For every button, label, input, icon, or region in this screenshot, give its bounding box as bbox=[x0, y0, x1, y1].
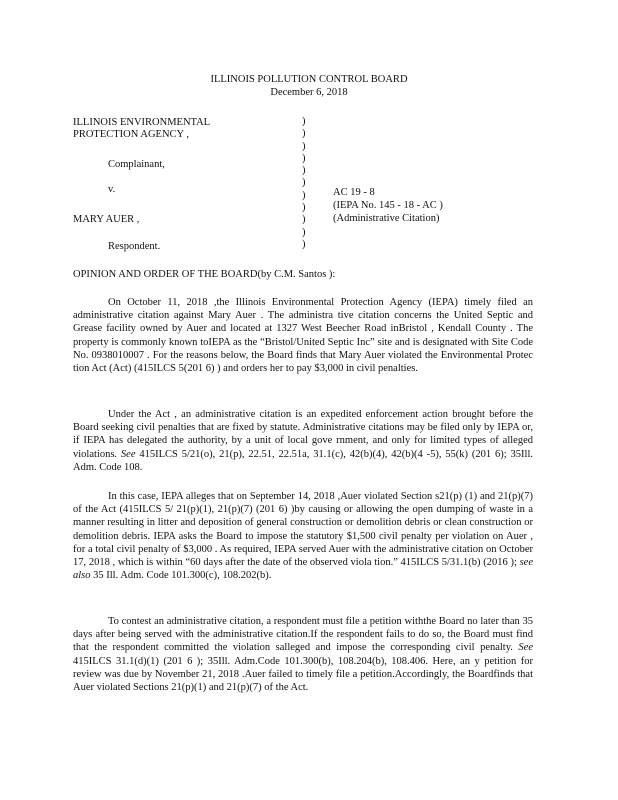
paragraph-3-see-also-signal: see also bbox=[73, 557, 534, 582]
caption-paren-column bbox=[302, 116, 312, 251]
paren-mark: ) bbox=[302, 152, 306, 164]
paren-mark: ) bbox=[302, 214, 306, 226]
paragraph-4 bbox=[73, 615, 533, 694]
paragraph-3-citation: 35 Ill. Adm. Code 101.300(c), 108.202(b). bbox=[90, 570, 272, 582]
paren-mark: ) bbox=[302, 177, 306, 189]
paragraph-2-text: Under the Act , an administrative citation is an expedited enforcement action brought before the Board seeking civil penalties that are fixed by statute. Administrative citations may be filed only by IEPA or, if IEPA has delegated the authority, by a unit of local gove rnment, and only for limited types of alleged violations. bbox=[73, 409, 533, 460]
respondent-name: MARY AUER , bbox=[73, 214, 140, 225]
case-number: AC 19 - 8 bbox=[333, 187, 375, 198]
paragraph-2-citation: 415ILCS 5/21(o), 21(p), 22.51, 22.51a, 31.1(c), 42(b)(4), 42(b)(4 -5), 55(k) (201 6); 35Ill. Adm. Code 108. bbox=[73, 448, 534, 473]
iepa-number: (IEPA No. 145 - 18 - AC ) bbox=[333, 200, 443, 211]
paren-mark: ) bbox=[302, 116, 306, 127]
paragraph-4-text-continued: 415ILCS 31.1(d)(1) (201 6 ); 35Ill. Adm.Code 101.300(b), 108.204(b), 108.406. Here, an y petition for review was due by November 21, 2018 .Auer failed to timely file a petition.Accordingly, the Boardfinds that Auer violated Sections 21(p)(1) and 21(p)(7) of the Act. bbox=[73, 655, 533, 694]
board-title: ILLINOIS POLLUTION CONTROL BOARD bbox=[210, 74, 408, 85]
paragraph-4-text: To contest an administrative citation, a respondent must file a petition withthe Board no later than 35 days after being served with the administrative citation.If the respondent fails to do so, the Board must find that the respondent committed the violation salleged and impose the corresponding civil penalty. bbox=[73, 616, 533, 654]
respondent-role: Respondent. bbox=[108, 241, 161, 252]
opinion-heading: OPINION AND ORDER OF THE BOARD(by C.M. Santos ): bbox=[73, 269, 336, 280]
paragraph-2-see-signal: See bbox=[120, 448, 136, 460]
document-date: December 6, 2018 bbox=[270, 87, 348, 98]
versus-label: v. bbox=[108, 184, 116, 195]
complainant-name-line1: ILLINOIS ENVIRONMENTAL bbox=[73, 117, 211, 128]
paren-mark: ) bbox=[302, 202, 306, 214]
case-type: (Administrative Citation) bbox=[333, 213, 440, 224]
paragraph-2 bbox=[73, 408, 533, 474]
paragraph-3-text: In this case, IEPA alleges that on September 14, 2018 ,Auer violated Section s21(p) (1) and 21(p)(7) of the Act (415ILCS 5/ 21(p)(1), 21(p)(7) (201 6) )by causing or allowing the open dumping of waste in a manner resulting in litter and deposition of general construction or demolition debris or clean construction or demolition debris. IEPA asks the Board to impose the statutory $1,500 civil penalty per violation on Auer , for a total civil penalty of $3,000 . As required, IEPA served Auer with the administrative citation on October 17, 2018 , which is within “60 days after the date of the observed viola tion.” 415ILCS 5/31.1(b) (2016 ); bbox=[73, 491, 533, 569]
paren-mark: ) bbox=[302, 128, 306, 140]
paren-mark: ) bbox=[302, 165, 306, 177]
paren-mark: ) bbox=[302, 226, 306, 238]
paragraph-1 bbox=[73, 296, 533, 375]
complainant-role: Complainant, bbox=[108, 159, 165, 170]
paren-mark: ) bbox=[302, 189, 306, 201]
paragraph-3 bbox=[73, 490, 533, 582]
paragraph-4-see-signal: See bbox=[518, 642, 533, 654]
paragraph-1-text: On October 11, 2018 ,the Illinois Environmental Protection Agency (IEPA) timely filed an administrative citation against Mary Auer . The administra tive citation concerns the United Septic and Grease facility owned by Auer and located at 1327 West Beecher Road inBristol , Kendall County . The property is commonly known toIEPA as the “Bristol/United Septic Inc” site and is designated with Site Code No. 0938010007 . For the reasons below, the Board finds that Mary Auer violated the Environmental Protec tion Act (Act) (415ILCS 5(201 6) ) and orders her to pay $3,000 in civil penalties. bbox=[73, 297, 533, 375]
paren-mark: ) bbox=[302, 140, 306, 152]
paren-mark: ) bbox=[302, 238, 306, 250]
complainant-name-line2: PROTECTION AGENCY , bbox=[73, 129, 189, 140]
